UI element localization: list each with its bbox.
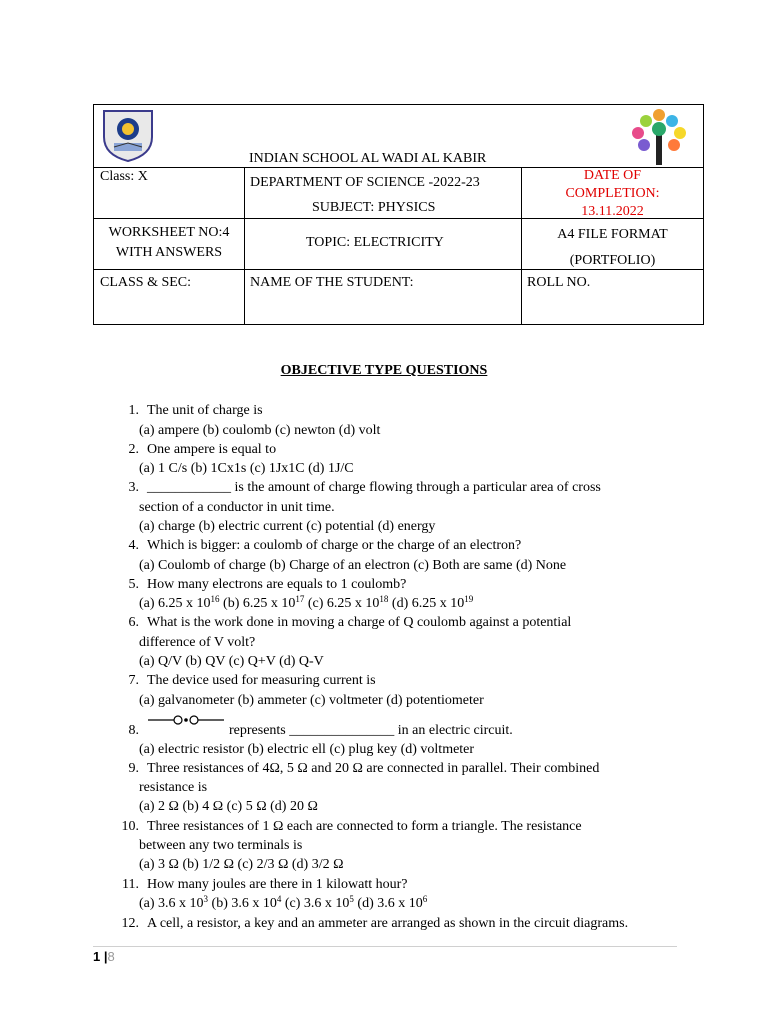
date-label [522, 167, 703, 221]
question-6-cont: difference of V volt? [139, 635, 256, 650]
file-format-line2: (PORTFOLIO) [569, 253, 656, 268]
worksheet-line1: WORKSHEET NO:4 [108, 225, 230, 240]
options-6: (a) Q/V (b) QV (c) Q+V (d) Q-V [139, 654, 324, 669]
question-3-cont: section of a conductor in unit time. [139, 500, 335, 515]
options-5: (a) 6.25 x $10^{16}$ (b) 6.25 x $10^{17}$ (c) 6.25 x $10^{18}$ (d) 6.25 x $10^{19}$ [139, 594, 474, 611]
question-5: 5. How many electrons are equals to 1 coulomb? [128, 577, 407, 592]
options-1: (a) ampere (b) coulomb (c) newton (d) volt [139, 423, 381, 438]
options-8: (a) electric resistor (b) electric ell (c) plug key (d) voltmeter [139, 742, 475, 757]
section-title: OBJECTIVE TYPE QUESTIONS [280, 363, 488, 378]
worksheet-number [94, 223, 244, 263]
question-1: 1. The unit of charge is [128, 403, 263, 418]
question-8: 8. represents _______________ in an electric circuit. [128, 723, 513, 738]
options-3: (a) charge (b) electric current (c) potential (d) energy [139, 519, 436, 534]
question-10: 10. Three resistances of 1 Ω each are connected to form a triangle. The resistance [121, 819, 582, 834]
question-12: 12. A cell, a resistor, a key and an ammeter are arranged as shown in the circuit diagrams. [121, 916, 629, 931]
file-format-line1: A4 FILE FORMAT [557, 227, 668, 242]
options-4: (a) Coulomb of charge (b) Charge of an electron (c) Both are same (d) None [139, 558, 567, 573]
class-sec-label: CLASS & SEC: [100, 275, 192, 290]
question-2: 2. One ampere is equal to [128, 442, 277, 457]
question-6: 6. What is the work done in moving a charge of Q coulomb against a potential [128, 615, 572, 630]
options-11: (a) 3.6 x $10^3$ (b) 3.6 x $10^4$ (c) 3.6 x $10^5$ (d) 3.6 x $10^6$ [139, 894, 428, 911]
roll-no-label: ROLL NO. [527, 275, 591, 290]
header-table [93, 104, 704, 325]
worksheet-line2: WITH ANSWERS [115, 245, 223, 260]
question-3: 3. ____________ is the amount of charge flowing through a particular area of cross [128, 480, 601, 495]
question-4: 4. Which is bigger: a coulomb of charge or the charge of an electron? [128, 538, 522, 553]
options-2: (a) 1 C/s (b) 1Cx1s (c) 1Jx1C (d) 1J/C [139, 461, 354, 476]
department-label: DEPARTMENT OF SCIENCE -2022-23 [250, 175, 480, 190]
question-7: 7. The device used for measuring current is [128, 673, 376, 688]
options-7: (a) galvanometer (b) ammeter (c) voltmeter (d) potentiometer [139, 693, 484, 708]
date-value: 13.11.2022 [581, 204, 644, 219]
footer-divider [93, 946, 677, 947]
question-11: 11. How many joules are there in 1 kilowatt hour? [122, 877, 408, 892]
plug-key-symbol-icon [148, 710, 224, 735]
question-10-cont: between any two terminals is [139, 838, 303, 853]
subject-label: SUBJECT: PHYSICS [312, 200, 436, 215]
question-9-cont: resistance is [139, 780, 208, 795]
date-label-line2: COMPLETION: [565, 186, 660, 201]
page-number: 1 |8 [93, 949, 115, 964]
class-label: Class: X [100, 169, 148, 184]
date-label-line1: DATE OF [583, 168, 642, 183]
file-format [522, 222, 703, 274]
question-9: 9. Three resistances of 4Ω, 5 Ω and 20 Ω are connected in parallel. Their combined [128, 761, 600, 776]
student-name-label: NAME OF THE STUDENT: [250, 275, 414, 290]
topic-label: TOPIC: ELECTRICITY [306, 235, 444, 250]
school-name: INDIAN SCHOOL AL WADI AL KABIR [249, 151, 487, 166]
school-crest-icon [100, 107, 156, 168]
tree-logo-icon [628, 107, 690, 172]
options-9: (a) 2 Ω (b) 4 Ω (c) 5 Ω (d) 20 Ω [139, 799, 318, 814]
options-10: (a) 3 Ω (b) 1/2 Ω (c) 2/3 Ω (d) 3/2 Ω [139, 857, 344, 872]
